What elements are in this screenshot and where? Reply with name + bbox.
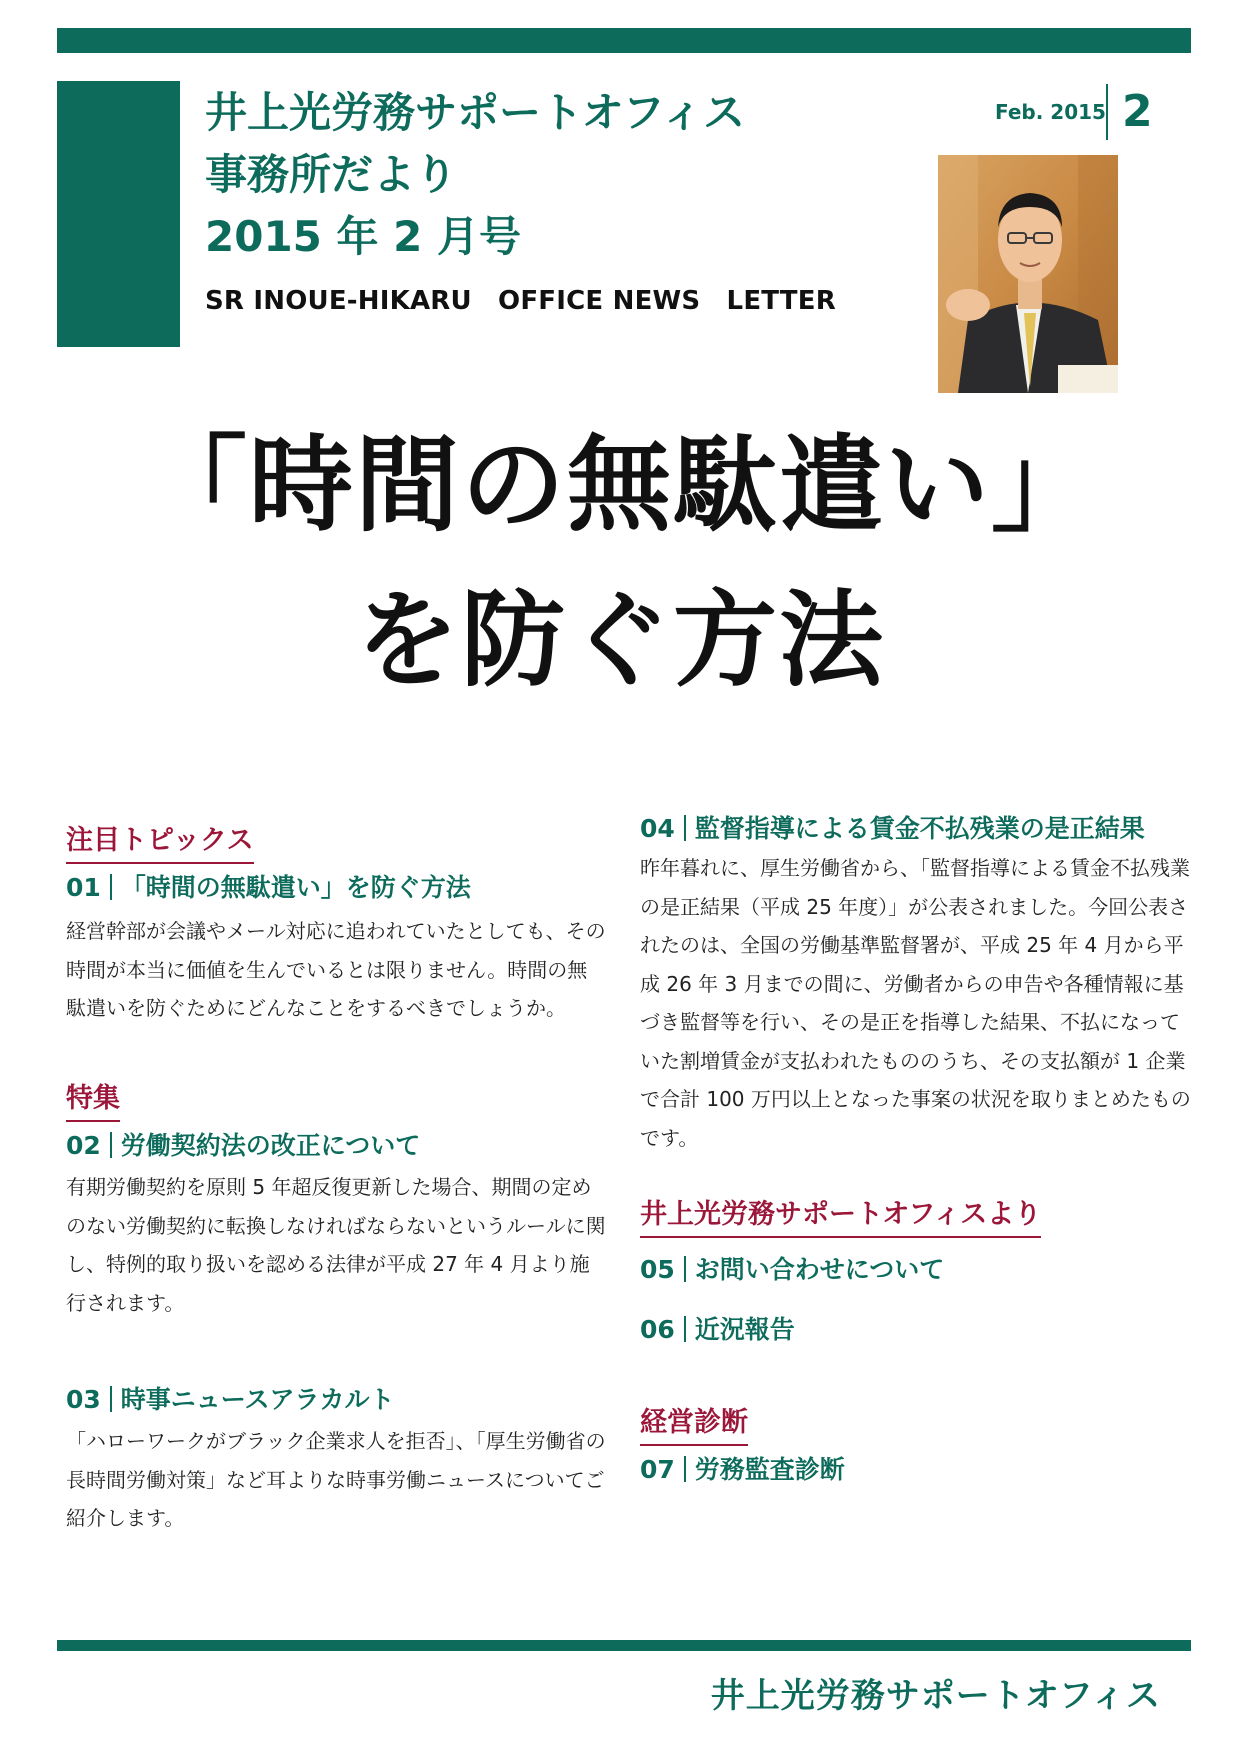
title-divider <box>684 1256 686 1282</box>
article-04-block <box>640 811 1195 1157</box>
footer-office-name: 井上光労務サポートオフィス <box>710 1676 1161 1716</box>
article-04-summary: 昨年暮れに、厚生労働省から、「監督指導による賃金不払残業の是正結果（平成 25 年度）」が公表されました。今回公表されたのは、全国の労働基準監督署が、平成 25 年 4 月から平成 26 年 3 月までの間に、労働者からの申告や各種情報に基づき監督等を行い、その是正を指導した結果、不払になっていた割増賃金が支払われたもののうち、その支払額が 1 企業で合計 100 万円以上となった事案の状況を取りまとめたものです。 <box>640 856 1191 1150</box>
title-divider <box>684 1316 686 1342</box>
article-06-number: 06 <box>640 1315 675 1344</box>
issue-divider <box>1106 84 1108 140</box>
article-03-title-text: 時事ニュースアラカルト <box>120 1385 395 1414</box>
article-01-block <box>66 822 606 1028</box>
office-name-heading: 井上光労務サポートオフィス <box>205 88 746 137</box>
article-03-block <box>66 1382 606 1538</box>
issue-number: 2 <box>1122 86 1153 137</box>
category-heading-office: 井上光労務サポートオフィスより <box>640 1196 1041 1238</box>
article-03-number: 03 <box>66 1385 101 1414</box>
article-05-title[interactable] <box>640 1252 1195 1288</box>
article-04-number: 04 <box>640 814 675 843</box>
article-07-number: 07 <box>640 1455 675 1484</box>
article-02-title-text: 労働契約法の改正について <box>120 1131 421 1160</box>
category-heading-topics: 注目トピックス <box>66 822 254 864</box>
diagnosis-section-block <box>640 1404 1195 1488</box>
main-headline-line1: 「時間の無駄遣い」 <box>142 424 1097 546</box>
article-02-block <box>66 1080 606 1322</box>
newsletter-subtitle: SR INOUE-HIKARU OFFICE NEWS LETTER <box>205 286 836 316</box>
article-04-title-text: 監督指導による賃金不払残業の是正結果 <box>694 814 1145 843</box>
author-photo-image <box>938 155 1118 393</box>
title-divider <box>110 1386 112 1412</box>
article-07-title-text: 労務監査診断 <box>694 1455 845 1484</box>
title-divider <box>110 1132 112 1158</box>
article-06-title-text: 近況報告 <box>694 1315 795 1344</box>
category-heading-feature: 特集 <box>66 1080 120 1122</box>
article-01-number: 01 <box>66 873 101 902</box>
article-04-title[interactable] <box>640 811 1195 847</box>
article-03-summary: 「ハローワークがブラック企業求人を拒否」、「厚生労働省の長時間労働対策」など耳よりな時事労働ニュースについてご紹介します。 <box>66 1429 606 1530</box>
article-06-title[interactable] <box>640 1312 1195 1348</box>
main-headline-line2: を防ぐ方法 <box>354 579 885 701</box>
article-02-summary: 有期労働契約を原則 5 年超反復更新した場合、期間の定めのない労働契約に転換しなければならないというルールに関し、特例的取り扱いを認める法律が平成 27 年 4 月より施行されます。 <box>66 1175 606 1315</box>
article-05-number: 05 <box>640 1255 675 1284</box>
article-02-number: 02 <box>66 1131 101 1160</box>
article-01-title[interactable] <box>66 870 606 906</box>
office-section-block <box>640 1196 1195 1348</box>
article-05-title-text: お問い合わせについて <box>694 1255 945 1284</box>
header-side-block <box>57 81 180 347</box>
issue-month-heading: 2015 年 2 月号 <box>205 212 521 261</box>
article-01-title-text: 「時間の無駄遣い」を防ぐ方法 <box>120 873 471 902</box>
title-divider <box>684 815 686 841</box>
top-accent-bar <box>57 28 1191 53</box>
article-07-title[interactable] <box>640 1452 1195 1488</box>
author-photo <box>938 155 1118 393</box>
article-02-title[interactable] <box>66 1128 606 1164</box>
article-01-summary: 経営幹部が会議やメール対応に追われていたとしても、その時間が本当に価値を生んでいるとは限りません。時間の無駄遣いを防ぐためにどんなことをするべきでしょうか。 <box>66 919 606 1020</box>
bottom-accent-bar <box>57 1640 1191 1651</box>
category-heading-diagnosis: 経営診断 <box>640 1404 748 1446</box>
newsletter-title <box>205 82 745 268</box>
title-divider <box>684 1456 686 1482</box>
article-03-title[interactable] <box>66 1382 606 1418</box>
issue-date: Feb. 2015 <box>995 100 1106 124</box>
newsletter-name: 事務所だより <box>205 150 458 199</box>
title-divider <box>110 874 112 900</box>
